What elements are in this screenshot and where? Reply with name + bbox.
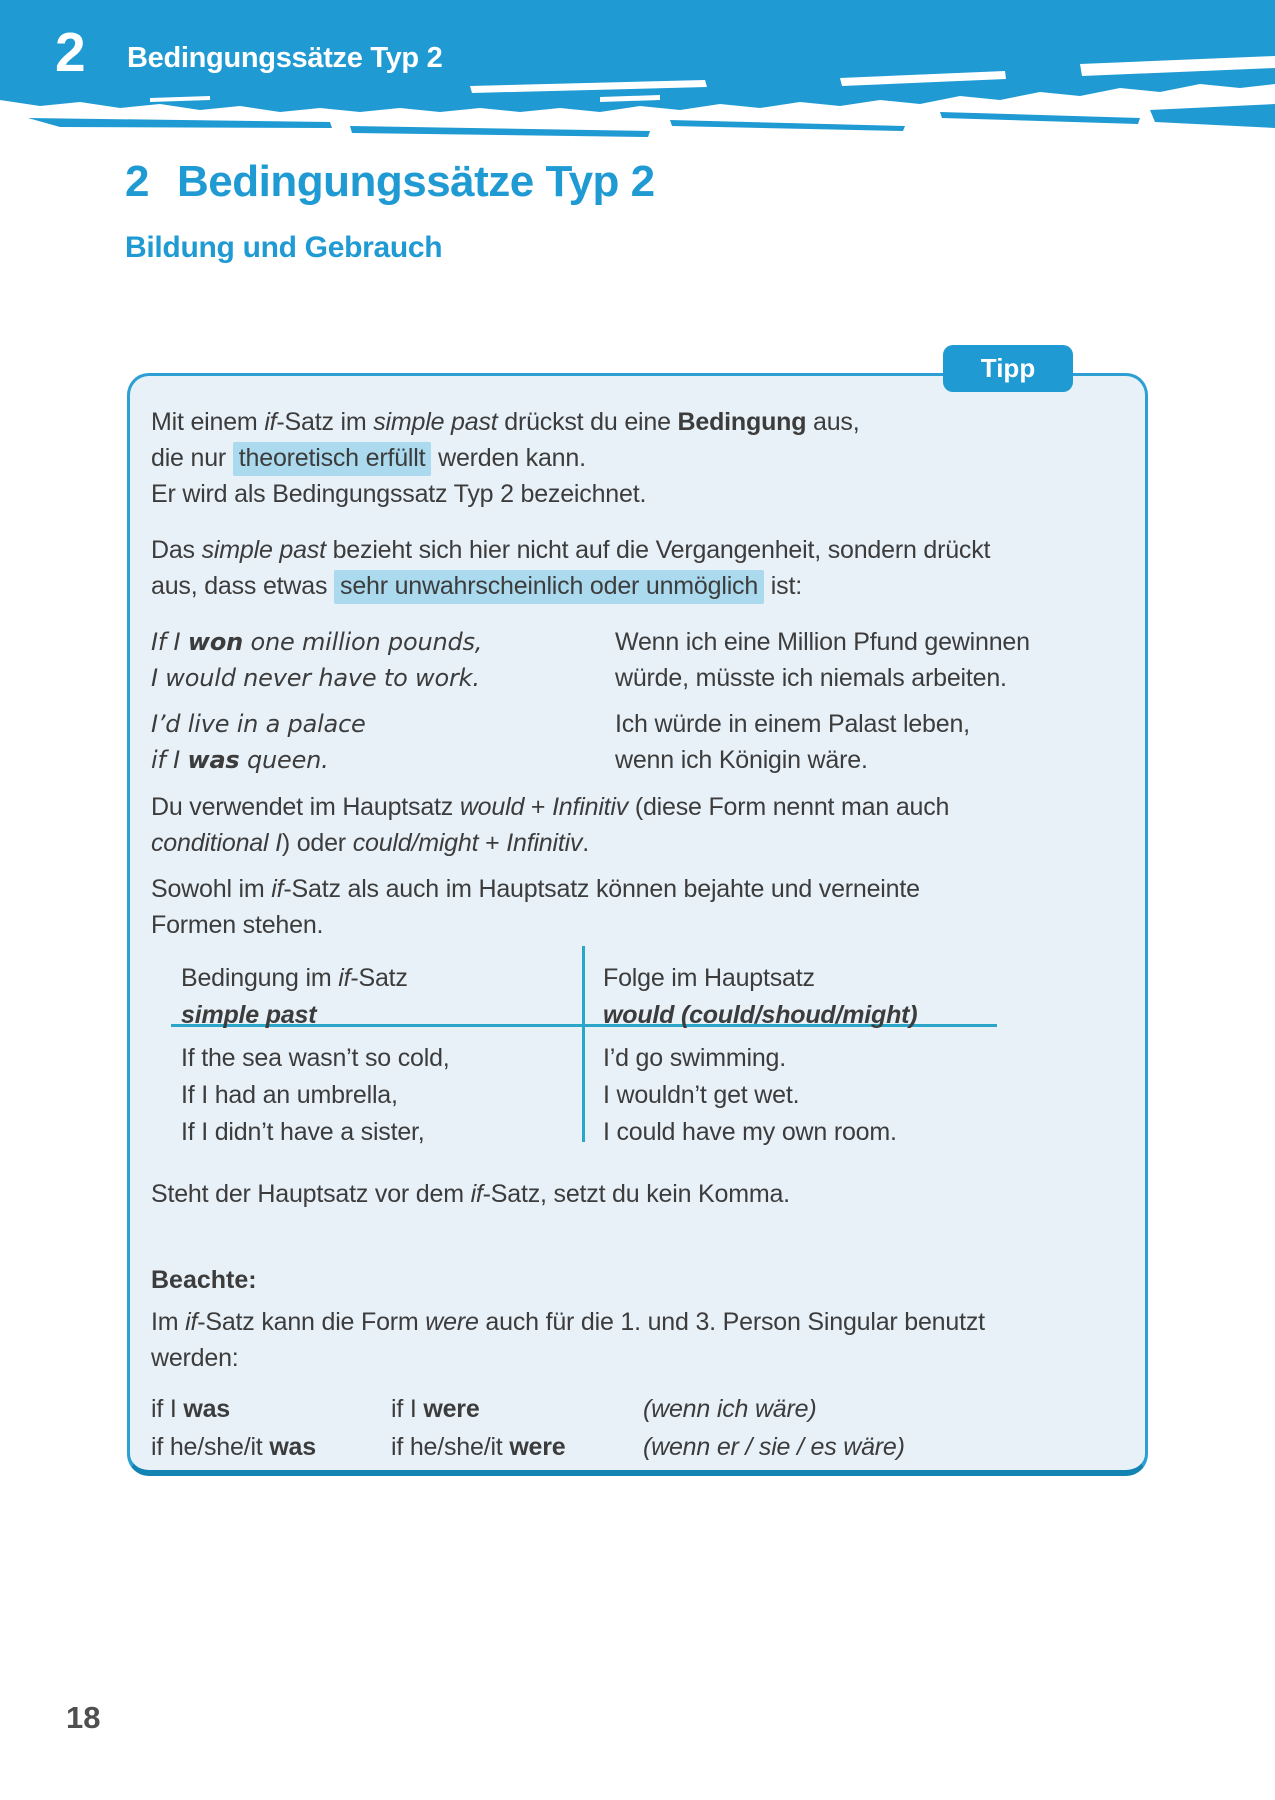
paragraph-hauptsatz (151, 789, 949, 861)
table-condition-cells (181, 1040, 450, 1151)
example-english (151, 706, 366, 778)
text-line: if I was queen. (151, 746, 329, 774)
grammar-table (130, 946, 1151, 1161)
grid-cell-german: (wenn ich wäre) (643, 1395, 817, 1423)
text-line: Im if-Satz kann die Form were auch für die 1. und 3. Person Singular benutzt (151, 1308, 985, 1336)
text-line: würde, müsste ich niemals arbeiten. (615, 664, 1007, 692)
grid-cell-was: if he/she/it was (151, 1433, 316, 1461)
text-line: Wenn ich eine Million Pfund gewinnen (615, 628, 1030, 656)
text-line: werden: (151, 1344, 239, 1372)
text-line: I’d live in a palace (151, 710, 366, 738)
text-line: would (could/shoud/might) (603, 1001, 918, 1029)
tip-tab-label: Tipp (943, 345, 1073, 392)
paragraph-simple-past (151, 532, 990, 604)
text-line: Mit einem if-Satz im simple past drückst du eine Bedingung aus, (151, 408, 860, 436)
text-line: If I won one million pounds, (151, 628, 483, 656)
text-line: Sowohl im if-Satz als auch im Hauptsatz können bejahte und verneinte (151, 875, 920, 903)
text-line: Folge im Hauptsatz (603, 964, 815, 992)
text-line: conditional I) oder could/might + Infinitiv. (151, 829, 590, 857)
grid-row (151, 1390, 1136, 1428)
table-cell: I’d go swimming. (603, 1044, 786, 1072)
table-cell: If I didn’t have a sister, (181, 1118, 425, 1146)
header-brush-band (0, 0, 1275, 150)
page-title (125, 157, 655, 207)
text-line: Er wird als Bedingungssatz Typ 2 bezeichnet. (151, 480, 647, 508)
text-line: wenn ich Königin wäre. (615, 746, 868, 774)
paragraph-formen (151, 871, 920, 943)
paragraph-intro (151, 404, 859, 512)
table-header-result (603, 960, 917, 1034)
table-cell: I wouldn’t get wet. (603, 1081, 800, 1109)
example-pair-2 (151, 706, 1136, 784)
table-column-divider (582, 946, 585, 1142)
section-subtitle: Bildung und Gebrauch (125, 231, 443, 264)
example-english (151, 624, 482, 696)
text-line: I would never have to work. (151, 664, 480, 692)
grid-cell-were: if he/she/it were (391, 1433, 566, 1461)
note-text (151, 1304, 985, 1376)
page-number: 18 (66, 1700, 101, 1735)
text-line: Ich würde in einem Palast leben, (615, 710, 970, 738)
table-header-condition (181, 960, 408, 1034)
table-cell: If I had an umbrella, (181, 1081, 398, 1109)
text-line: Das simple past bezieht sich hier nicht auf die Vergangenheit, sondern drückt (151, 536, 991, 564)
tip-box (127, 373, 1148, 1476)
table-result-cells (603, 1040, 897, 1151)
page-title-text: Bedingungssätze Typ 2 (176, 157, 655, 206)
grid-row (151, 1428, 1136, 1466)
example-german (615, 706, 970, 778)
text-line: Bedingung im if-Satz (181, 964, 408, 992)
text-line: die nur theoretisch erfüllt werden kann. (151, 440, 859, 476)
example-german (615, 624, 1030, 696)
grid-cell-were: if I were (391, 1395, 480, 1423)
grid-cell-was: if I was (151, 1395, 230, 1423)
comma-note: Steht der Hauptsatz vor dem if-Satz, setzt du kein Komma. (151, 1180, 790, 1208)
chapter-number: 2 (55, 21, 85, 83)
text-line: Formen stehen. (151, 911, 324, 939)
table-cell: If the sea wasn’t so cold, (181, 1044, 450, 1072)
note-label: Beachte: (151, 1266, 257, 1294)
grid-cell-german: (wenn er / sie / es wäre) (643, 1433, 905, 1461)
text-line: aus, dass etwas sehr unwahrscheinlich oder unmöglich ist: (151, 568, 990, 604)
example-pair-1 (151, 624, 1136, 702)
was-were-grid (151, 1390, 1136, 1466)
text-line: Du verwendet im Hauptsatz would + Infinitiv (diese Form nennt man auch (151, 793, 950, 821)
page-title-number: 2 (125, 157, 149, 206)
text-line: simple past (181, 1001, 317, 1029)
chapter-title: Bedingungssätze Typ 2 (127, 42, 443, 74)
table-cell: I could have my own room. (603, 1118, 897, 1146)
